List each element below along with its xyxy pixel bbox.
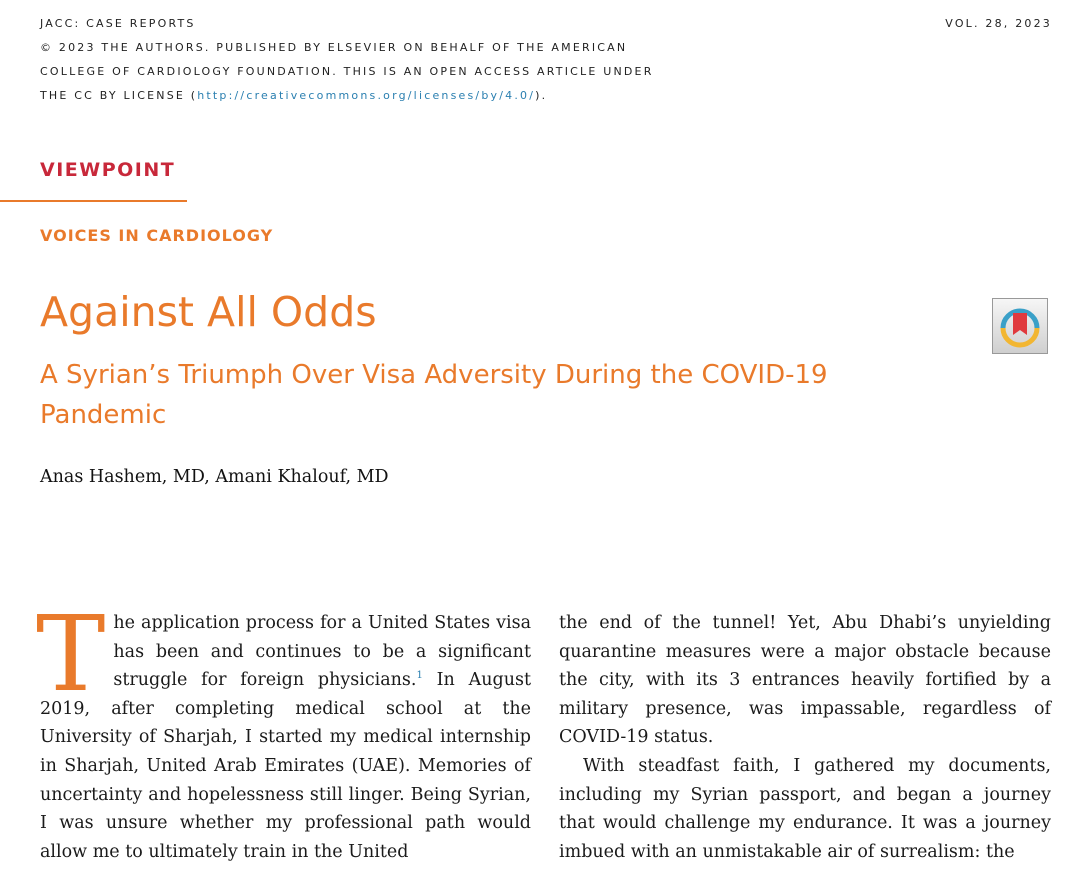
volume-label: VOL. 28, 2023: [945, 17, 1052, 30]
reference-link[interactable]: 1: [416, 670, 423, 682]
section-divider: [0, 200, 187, 202]
body-column-right: [559, 609, 1051, 866]
paragraph-text: he application process for a United States visa has been and continues to be a significant struggle for foreign physicians.: [113, 613, 531, 691]
license-prefix: THE CC BY LICENSE (: [40, 89, 198, 102]
paragraph: the end of the tunnel! Yet, Abu Dhabi’s unyielding quarantine measures were a major obstacle because the city, with its 3 entrances heavily fortified by a military presence, was impassable, regardless of COVID-19 status.: [559, 613, 1051, 748]
author-list: Anas Hashem, MD, Amani Khalouf, MD: [40, 467, 389, 487]
article-title: Against All Odds: [40, 288, 377, 336]
license-line-3: [40, 89, 547, 102]
license-suffix: ).: [535, 89, 548, 102]
paragraph: With steadfast faith, I gathered my documents, including my Syrian passport, and began a journey that would challenge my endurance. It was a journey imbued with an unmistakable air of surrealism: the: [559, 755, 1051, 862]
license-line-2: COLLEGE OF CARDIOLOGY FOUNDATION. THIS IS AN OPEN ACCESS ARTICLE UNDER: [40, 65, 654, 78]
crossmark-icon: [993, 299, 1047, 353]
drop-cap: T: [36, 593, 106, 715]
article-subtitle: A Syrian’s Triumph Over Visa Adversity During the COVID-19 Pandemic: [40, 360, 828, 430]
body-column-left: [36, 593, 531, 866]
license-line-1: © 2023 THE AUTHORS. PUBLISHED BY ELSEVIER ON BEHALF OF THE AMERICAN: [40, 41, 628, 54]
license-link[interactable]: http://creativecommons.org/licenses/by/4.0/: [197, 89, 536, 102]
paragraph-text: In August 2019, after completing medical school at the University of Sharjah, I started my medical internship in Sharjah, United Arab Emirates (UAE). Memories of uncertainty and hopelessness still linger. Being Syrian, I was unsure whether my professional path would allow me to ultimately train in the United: [40, 670, 531, 862]
journal-name: JACC: CASE REPORTS: [40, 17, 196, 30]
crossmark-button[interactable]: [992, 298, 1048, 354]
section-label: VIEWPOINT: [40, 159, 176, 181]
series-label: VOICES IN CARDIOLOGY: [40, 226, 274, 245]
paragraph: [36, 593, 531, 866]
